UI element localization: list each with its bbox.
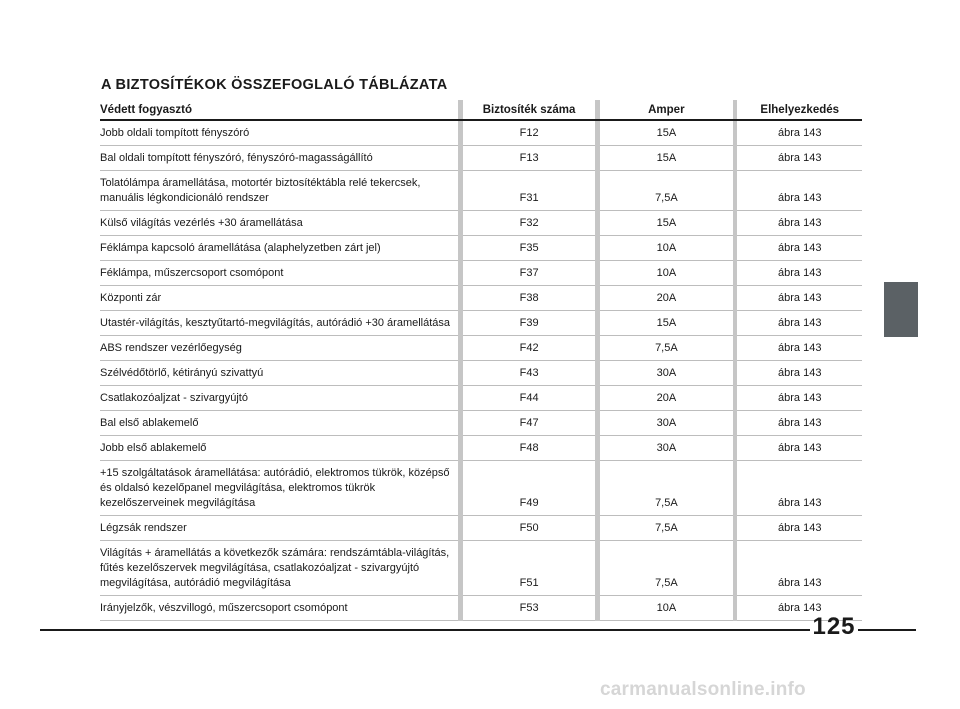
cell-protected-consumer: Irányjelzők, vészvillogó, műszercsoport csomópont bbox=[100, 596, 458, 621]
table-row bbox=[100, 516, 862, 541]
table-row bbox=[100, 596, 862, 621]
table-row bbox=[100, 146, 862, 171]
cell-ampere: 15A bbox=[600, 146, 732, 171]
page-number: 125 bbox=[812, 613, 856, 640]
cell-location: ábra 143 bbox=[737, 516, 862, 541]
cell-fuse-number: F12 bbox=[463, 121, 595, 146]
page-title: A BIZTOSÍTÉKOK ÖSSZEFOGLALÓ TÁBLÁZATA bbox=[101, 77, 448, 93]
cell-location: ábra 143 bbox=[737, 146, 862, 171]
cell-ampere: 15A bbox=[600, 121, 732, 146]
cell-fuse-number: F50 bbox=[463, 516, 595, 541]
cell-fuse-number: F38 bbox=[463, 286, 595, 311]
cell-ampere: 10A bbox=[600, 236, 732, 261]
cell-protected-consumer: Tolatólámpa áramellátása, motortér biztosítéktábla relé tekercsek, manuális légkondicionáló rendszer bbox=[100, 171, 458, 211]
header-location: Elhelyezkedés bbox=[760, 104, 840, 116]
cell-protected-consumer: Bal oldali tompított fényszóró, fényszóró-magasságállító bbox=[100, 146, 458, 171]
cell-location: ábra 143 bbox=[737, 336, 862, 361]
table-row bbox=[100, 236, 862, 261]
cell-fuse-number: F49 bbox=[463, 461, 595, 516]
cell-location: ábra 143 bbox=[737, 236, 862, 261]
cell-fuse-number: F42 bbox=[463, 336, 595, 361]
footer-rule bbox=[40, 629, 810, 631]
watermark: carmanualsonline.info bbox=[600, 679, 806, 700]
cell-location: ábra 143 bbox=[737, 121, 862, 146]
cell-fuse-number: F13 bbox=[463, 146, 595, 171]
fuse-table bbox=[100, 100, 862, 621]
table-header-row bbox=[100, 100, 862, 121]
cell-ampere: 20A bbox=[600, 386, 732, 411]
cell-protected-consumer: Légzsák rendszer bbox=[100, 516, 458, 541]
table-row bbox=[100, 261, 862, 286]
cell-ampere: 30A bbox=[600, 411, 732, 436]
cell-protected-consumer: Szélvédőtörlő, kétirányú szivattyú bbox=[100, 361, 458, 386]
table-row bbox=[100, 361, 862, 386]
cell-ampere: 10A bbox=[600, 596, 732, 621]
cell-ampere: 20A bbox=[600, 286, 732, 311]
cell-ampere: 7,5A bbox=[600, 171, 732, 211]
table-body bbox=[100, 121, 862, 621]
cell-location: ábra 143 bbox=[737, 261, 862, 286]
cell-fuse-number: F35 bbox=[463, 236, 595, 261]
cell-fuse-number: F44 bbox=[463, 386, 595, 411]
cell-fuse-number: F43 bbox=[463, 361, 595, 386]
cell-fuse-number: F48 bbox=[463, 436, 595, 461]
cell-protected-consumer: Jobb első ablakemelő bbox=[100, 436, 458, 461]
section-tab bbox=[884, 282, 918, 337]
cell-fuse-number: F32 bbox=[463, 211, 595, 236]
table-row bbox=[100, 211, 862, 236]
cell-protected-consumer: Külső világítás vezérlés +30 áramellátása bbox=[100, 211, 458, 236]
cell-fuse-number: F53 bbox=[463, 596, 595, 621]
cell-ampere: 7,5A bbox=[600, 516, 732, 541]
cell-location: ábra 143 bbox=[737, 461, 862, 516]
cell-fuse-number: F39 bbox=[463, 311, 595, 336]
cell-location: ábra 143 bbox=[737, 311, 862, 336]
cell-protected-consumer: Bal első ablakemelő bbox=[100, 411, 458, 436]
cell-ampere: 7,5A bbox=[600, 336, 732, 361]
cell-location: ábra 143 bbox=[737, 286, 862, 311]
cell-ampere: 7,5A bbox=[600, 541, 732, 596]
table-row bbox=[100, 336, 862, 361]
cell-protected-consumer: Jobb oldali tompított fényszóró bbox=[100, 121, 458, 146]
cell-ampere: 10A bbox=[600, 261, 732, 286]
cell-location: ábra 143 bbox=[737, 211, 862, 236]
cell-protected-consumer: Központi zár bbox=[100, 286, 458, 311]
table-row bbox=[100, 411, 862, 436]
header-ampere: Amper bbox=[648, 104, 685, 116]
cell-ampere: 15A bbox=[600, 311, 732, 336]
cell-location: ábra 143 bbox=[737, 411, 862, 436]
cell-ampere: 30A bbox=[600, 361, 732, 386]
cell-location: ábra 143 bbox=[737, 541, 862, 596]
table-row bbox=[100, 121, 862, 146]
cell-ampere: 15A bbox=[600, 211, 732, 236]
header-fuse-number: Biztosíték száma bbox=[482, 104, 576, 116]
table-row bbox=[100, 171, 862, 211]
cell-protected-consumer: Utastér-világítás, kesztyűtartó-megvilágítás, autórádió +30 áramellátása bbox=[100, 311, 458, 336]
header-protected-consumer: Védett fogyasztó bbox=[100, 104, 193, 116]
table-row bbox=[100, 286, 862, 311]
cell-protected-consumer: Világítás + áramellátás a következők számára: rendszámtábla-világítás, fűtés kezelőszervek megvilágítása, csatlakozóaljzat - szivargyújtó megvilágítása, autórádió megvilágítása bbox=[100, 541, 458, 596]
cell-ampere: 30A bbox=[600, 436, 732, 461]
footer-rule bbox=[858, 629, 916, 631]
table-row bbox=[100, 541, 862, 596]
cell-location: ábra 143 bbox=[737, 171, 862, 211]
cell-location: ábra 143 bbox=[737, 386, 862, 411]
table-row bbox=[100, 311, 862, 336]
cell-fuse-number: F31 bbox=[463, 171, 595, 211]
cell-protected-consumer: +15 szolgáltatások áramellátása: autórádió, elektromos tükrök, középső és oldalsó kezelőpanel megvilágítása, elektromos tükrök kezelőszerveinek megvilágítása bbox=[100, 461, 458, 516]
cell-protected-consumer: Féklámpa kapcsoló áramellátása (alaphelyzetben zárt jel) bbox=[100, 236, 458, 261]
cell-fuse-number: F47 bbox=[463, 411, 595, 436]
cell-location: ábra 143 bbox=[737, 436, 862, 461]
table-row bbox=[100, 461, 862, 516]
cell-location: ábra 143 bbox=[737, 361, 862, 386]
cell-fuse-number: F51 bbox=[463, 541, 595, 596]
cell-location: ábra 143 bbox=[737, 596, 862, 621]
table-row bbox=[100, 386, 862, 411]
cell-protected-consumer: Féklámpa, műszercsoport csomópont bbox=[100, 261, 458, 286]
cell-protected-consumer: ABS rendszer vezérlőegység bbox=[100, 336, 458, 361]
cell-ampere: 7,5A bbox=[600, 461, 732, 516]
cell-protected-consumer: Csatlakozóaljzat - szivargyújtó bbox=[100, 386, 458, 411]
cell-fuse-number: F37 bbox=[463, 261, 595, 286]
table-row bbox=[100, 436, 862, 461]
